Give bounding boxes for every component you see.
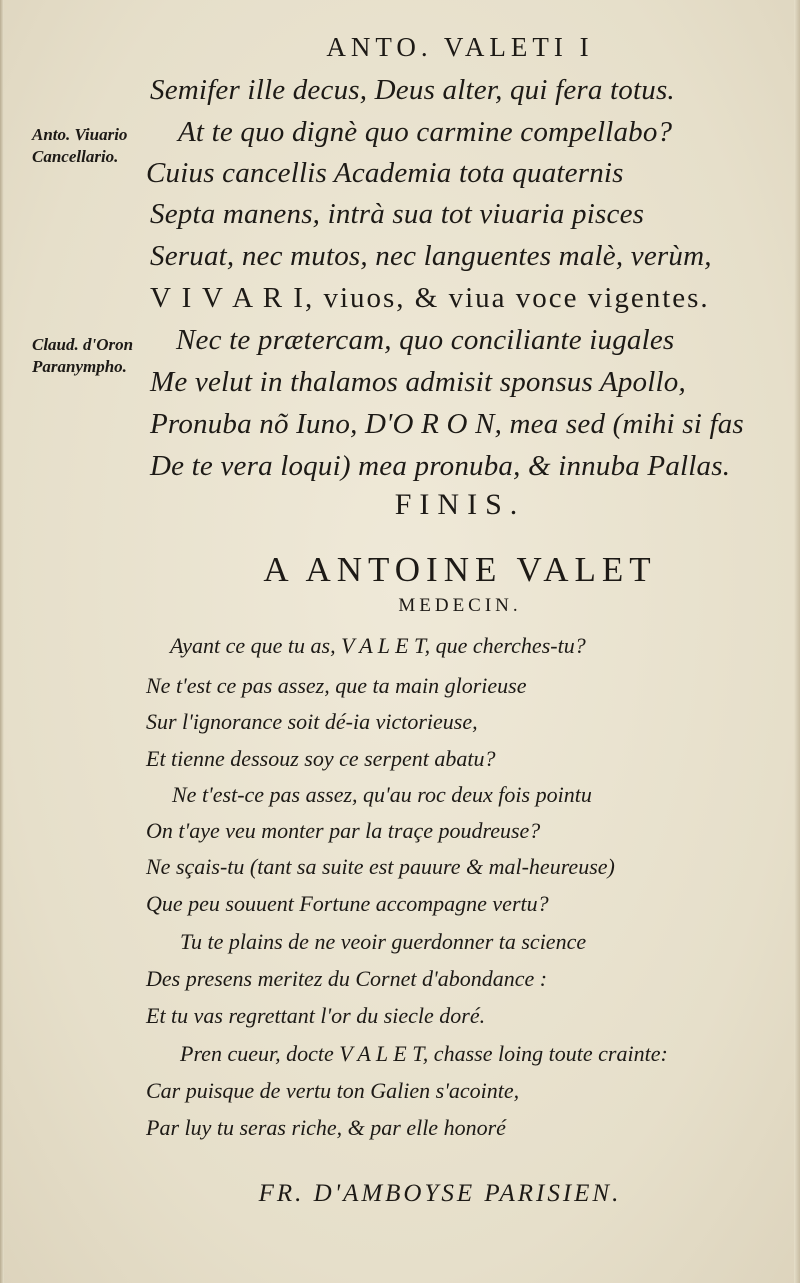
latin-verse-line: Me velut in thalamos admisit sponsus Apollo, (150, 366, 686, 398)
sonnet-line: Ayant ce que tu as, V A L E T, que cherches-tu? (170, 633, 586, 658)
page-left-edge (0, 0, 4, 1283)
sonnet-line: Ne t'est ce pas assez, que ta main glorieuse (146, 673, 527, 698)
latin-verse-line: V I V A R I, viuos, & viua voce vigentes. (150, 282, 710, 314)
margin-note-cancellario: Anto. Viuario Cancellario. (32, 125, 128, 166)
latin-verse-line: De te vera loqui) mea pronuba, & innuba Pallas. (150, 450, 731, 482)
finis-heading: FINIS. (394, 488, 526, 521)
margin-note-paranympho: Claud. d'Oron Paranympho. (32, 335, 134, 376)
author-signature: FR. D'AMBOYSE PARISIEN. (258, 1180, 622, 1207)
sonnet-line: Et tu vas regrettant l'or du siecle doré. (146, 1003, 486, 1028)
sonnet-line: Pren cueur, docte V A L E T, chasse loing toute crainte: (180, 1041, 668, 1066)
sonnet-line: Sur l'ignorance soit dé-ia victorieuse, (146, 709, 478, 734)
latin-verse-line: Cuius cancellis Academia tota quaternis (146, 157, 624, 189)
poem-title: A ANTOINE VALET (263, 550, 657, 589)
sonnet-line: Car puisque de vertu ton Galien s'acointe, (146, 1078, 520, 1103)
page-right-edge (794, 0, 800, 1283)
sonnet-line: Des presens meritez du Cornet d'abondance : (146, 966, 548, 991)
sonnet-line: Tu te plains de ne veoir guerdonner ta science (180, 929, 587, 954)
sonnet-line: Par luy tu seras riche, & par elle honoré (146, 1115, 506, 1140)
latin-verse-line: Seruat, nec mutos, nec languentes malè, verùm, (150, 240, 712, 272)
latin-verse-line: At te quo dignè quo carmine compellabo? (178, 116, 673, 148)
sonnet-line: Ne sçais-tu (tant sa suite est pauure & mal-heureuse) (146, 854, 615, 879)
sonnet-line: Ne t'est-ce pas assez, qu'au roc deux fois pointu (172, 782, 592, 807)
running-head: ANTO. VALETI I (326, 32, 594, 62)
sonnet-line: On t'aye veu monter par la traçe poudreuse? (146, 818, 541, 843)
sonnet-line: Et tienne dessouz soy ce serpent abatu? (146, 746, 496, 771)
poem-subtitle: MEDECIN. (398, 595, 522, 616)
sonnet-line: Que peu souuent Fortune accompagne vertu? (146, 891, 549, 916)
latin-verse-line: Septa manens, intrà sua tot viuaria pisces (150, 198, 645, 230)
latin-verse-line: Nec te prætercam, quo conciliante iugales (176, 324, 675, 356)
latin-verse-line: Semifer ille decus, Deus alter, qui fera totus. (150, 74, 675, 106)
latin-verse-line: Pronuba nõ Iuno, D'O R O N, mea sed (mihi si fas (150, 408, 744, 440)
